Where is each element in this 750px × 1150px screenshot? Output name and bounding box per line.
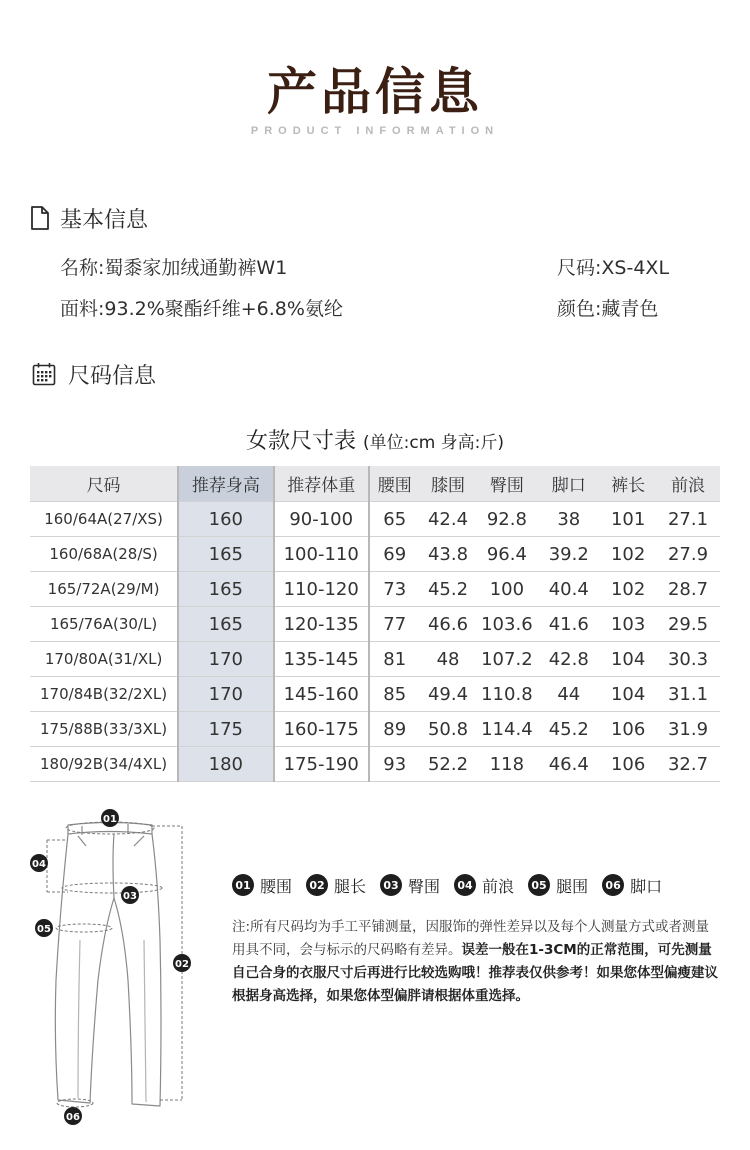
table-cell: 107.2 [476,642,537,677]
header-cell: 膝围 [420,466,477,502]
table-row [30,642,720,677]
table-cell: 170 [178,642,273,677]
table-cell: 73 [369,572,420,607]
size-table-title [0,424,750,455]
table-cell: 160-175 [274,712,369,747]
legend-label: 腿长 [334,876,367,896]
size-table-title-text: 女款尺寸表 [245,429,356,454]
legend-item [232,874,292,897]
legend-label: 臀围 [408,876,441,896]
table-cell: 110-120 [274,572,369,607]
legend-number-badge: 01 [232,874,254,896]
document-icon [30,206,50,236]
size-table [30,466,720,782]
table-cell: 46.4 [537,747,600,782]
table-cell: 101 [600,502,656,537]
size-table-unit: (单位:cm 身高:斤) [362,433,505,453]
table-row [30,712,720,747]
table-cell: 43.8 [420,537,477,572]
table-cell: 165 [178,572,273,607]
size-info-label: 尺码信息 [68,364,157,389]
legend-number-badge: 05 [528,874,550,896]
table-cell: 27.1 [656,502,720,537]
marker-01 [101,809,119,827]
table-cell: 85 [369,677,420,712]
table-cell: 175 [178,712,273,747]
table-cell: 40.4 [537,572,600,607]
table-cell: 102 [600,537,656,572]
header-cell: 尺码 [30,466,178,502]
basic-info-heading [30,203,330,233]
marker-04 [30,854,48,872]
svg-text:06: 06 [66,1112,80,1123]
header-cell: 脚口 [537,466,600,502]
table-cell: 170 [178,677,273,712]
table-row [30,502,720,537]
marker-03 [121,886,139,904]
table-cell: 118 [476,747,537,782]
size-table-header-row [30,466,720,502]
svg-text:05: 05 [37,924,51,935]
note-bold-text: 误差一般在1-3CM的正常范围，可先测量自己合身的衣服尺寸后再进行比较选购哦！推荐表仅供参考！如果您体型偏瘦建议根据身高选择，如果您体型偏胖请根据体重选择。 [232,942,718,1004]
table-cell: 77 [369,607,420,642]
table-cell: 90-100 [274,502,369,537]
legend-number-badge: 02 [306,874,328,896]
table-cell: 45.2 [537,712,600,747]
table-cell: 180/92B(34/4XL) [30,747,178,782]
table-row [30,677,720,712]
header-cell: 推荐体重 [274,466,369,502]
page-subtitle: PRODUCT INFORMATION [250,125,500,137]
table-cell: 145-160 [274,677,369,712]
header-cell: 推荐身高 [178,466,273,502]
table-cell: 65 [369,502,420,537]
table-cell: 104 [600,677,656,712]
marker-06 [64,1107,82,1125]
legend-number-badge: 03 [380,874,402,896]
table-cell: 165 [178,537,273,572]
table-cell: 175/88B(33/3XL) [30,712,178,747]
table-cell: 42.4 [420,502,477,537]
table-cell: 160/68A(28/S) [30,537,178,572]
table-cell: 42.8 [537,642,600,677]
table-cell: 45.2 [420,572,477,607]
table-cell: 89 [369,712,420,747]
legend-item [380,874,440,897]
header-cell: 臀围 [476,466,537,502]
table-cell: 48 [420,642,477,677]
table-row [30,747,720,782]
table-cell: 165/72A(29/M) [30,572,178,607]
table-cell: 50.8 [420,712,477,747]
table-cell: 106 [600,712,656,747]
size-info-heading [32,359,332,389]
table-cell: 170/84B(32/2XL) [30,677,178,712]
table-cell: 81 [369,642,420,677]
table-cell: 41.6 [537,607,600,642]
header-cell: 腰围 [369,466,420,502]
legend-label: 前浪 [482,876,515,896]
marker-05 [35,919,53,937]
measurement-note [232,916,722,1008]
table-cell: 100-110 [274,537,369,572]
legend-label: 脚口 [630,876,663,896]
table-cell: 180 [178,747,273,782]
table-row [30,607,720,642]
table-cell: 49.4 [420,677,477,712]
table-cell: 120-135 [274,607,369,642]
size-table-body [30,502,720,782]
svg-text:03: 03 [123,891,137,902]
header-cell: 裤长 [600,466,656,502]
table-cell: 52.2 [420,747,477,782]
table-cell: 29.5 [656,607,720,642]
product-name: 名称:蜀黍家加绒通勤裤W1 [60,257,288,279]
table-cell: 46.6 [420,607,477,642]
legend-item [306,874,366,897]
product-size-range: 尺码:XS-4XL [557,257,670,279]
table-cell: 160/64A(27/XS) [30,502,178,537]
table-cell: 31.1 [656,677,720,712]
table-cell: 31.9 [656,712,720,747]
table-cell: 102 [600,572,656,607]
table-cell: 114.4 [476,712,537,747]
legend-label: 腰围 [260,876,293,896]
table-cell: 165 [178,607,273,642]
table-cell: 30.3 [656,642,720,677]
table-cell: 27.9 [656,537,720,572]
note-normal-text: 注:所有尺码均为手工平铺测量，因服饰的弹性差异以及每个人测量方式或者测量用具不同，会与标示的尺码略有差异。 [232,919,710,958]
legend-label: 腿围 [556,876,589,896]
marker-02 [173,954,191,972]
table-row [30,537,720,572]
svg-text:01: 01 [103,814,117,825]
table-cell: 44 [537,677,600,712]
legend-item [454,874,514,897]
table-cell: 28.7 [656,572,720,607]
table-cell: 39.2 [537,537,600,572]
svg-text:02: 02 [175,959,189,970]
table-cell: 110.8 [476,677,537,712]
table-cell: 165/76A(30/L) [30,607,178,642]
table-cell: 135-145 [274,642,369,677]
measurement-legend [232,872,676,898]
table-cell: 93 [369,747,420,782]
pants-measurement-diagram [20,800,210,1130]
svg-text:04: 04 [32,859,46,870]
legend-number-badge: 04 [454,874,476,896]
table-cell: 92.8 [476,502,537,537]
legend-item [602,874,662,897]
table-cell: 170/80A(31/XL) [30,642,178,677]
table-cell: 160 [178,502,273,537]
header-cell: 前浪 [656,466,720,502]
basic-info-label: 基本信息 [60,208,149,233]
table-row [30,572,720,607]
table-cell: 103 [600,607,656,642]
table-cell: 103.6 [476,607,537,642]
table-cell: 96.4 [476,537,537,572]
product-color: 颜色:藏青色 [557,298,659,320]
legend-item [528,874,588,897]
table-cell: 175-190 [274,747,369,782]
table-cell: 32.7 [656,747,720,782]
table-cell: 100 [476,572,537,607]
page-title: 产品信息 [267,63,483,121]
table-cell: 38 [537,502,600,537]
legend-number-badge: 06 [602,874,624,896]
table-cell: 104 [600,642,656,677]
calendar-icon [32,362,56,392]
table-cell: 69 [369,537,420,572]
product-fabric: 面料:93.2%聚酯纤维+6.8%氨纶 [60,298,343,320]
table-cell: 106 [600,747,656,782]
